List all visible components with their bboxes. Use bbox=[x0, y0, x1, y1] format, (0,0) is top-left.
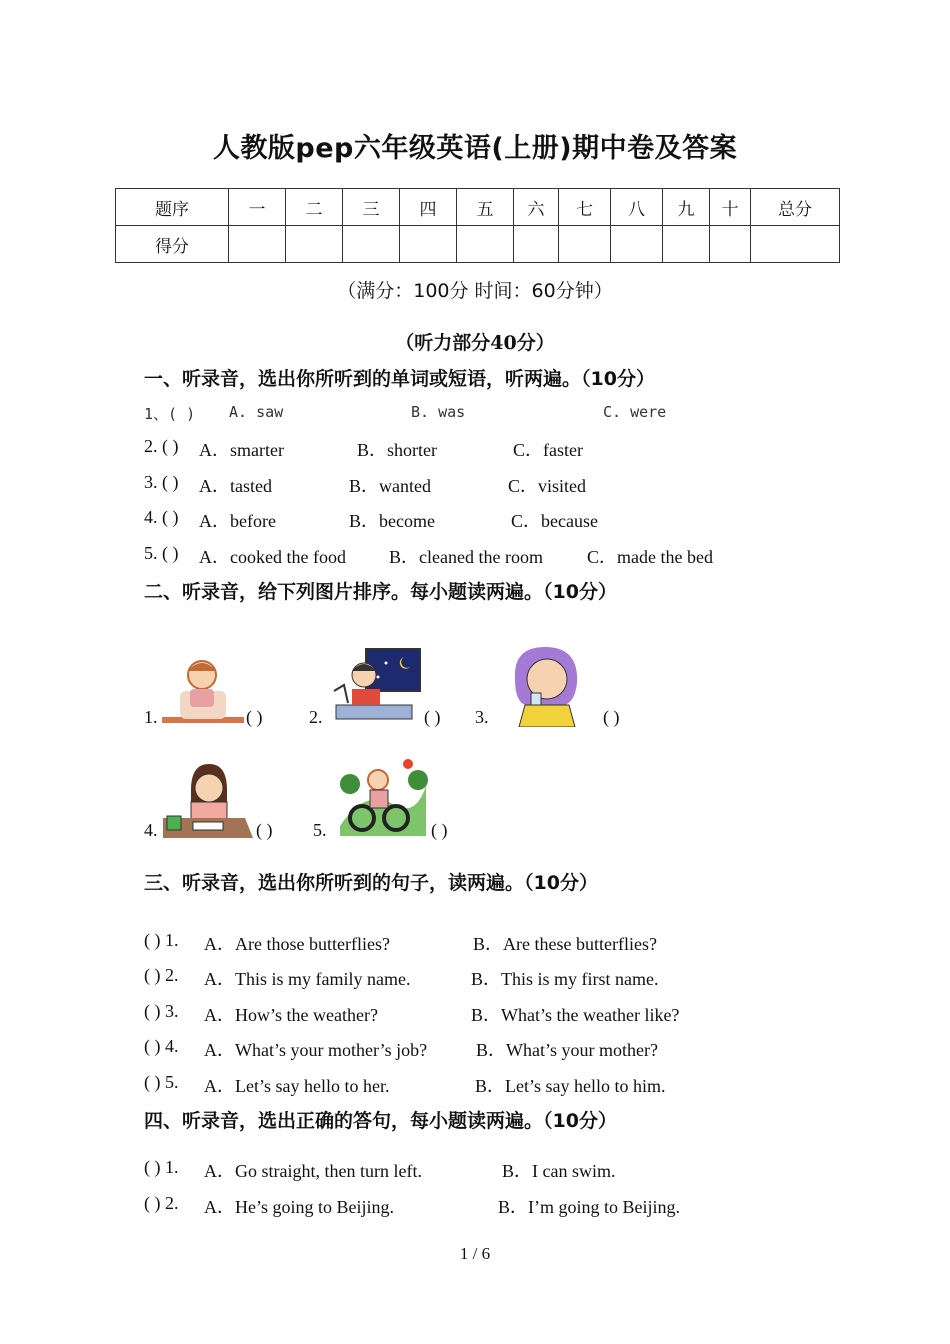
picture-girl-drinking bbox=[505, 643, 585, 727]
s1-q4-num: 4. ( ) bbox=[144, 507, 179, 527]
girl-body bbox=[370, 790, 388, 808]
paper bbox=[193, 822, 223, 830]
s1-q5-num: 5. ( ) bbox=[144, 543, 179, 563]
score-cell: 九 bbox=[663, 189, 710, 226]
score-input-cell[interactable] bbox=[400, 226, 457, 263]
s1-q2-option-b: B．shorter bbox=[357, 440, 437, 460]
s3-q4-option-a: A．What’s your mother’s job? bbox=[204, 1040, 428, 1060]
desk bbox=[336, 705, 412, 719]
score-table-score-row bbox=[116, 226, 840, 263]
score-input-cell[interactable] bbox=[751, 226, 840, 263]
s3-q4-option-b: B．What’s your mother? bbox=[476, 1040, 658, 1060]
score-cell: 二 bbox=[286, 189, 343, 226]
s4-q2-num: ( ) 2. bbox=[144, 1193, 179, 1213]
s1-q3-option-b: B．wanted bbox=[349, 476, 431, 496]
s2-blank-4[interactable]: ( ) bbox=[256, 820, 273, 840]
score-input-cell[interactable] bbox=[514, 226, 559, 263]
s2-blank-3[interactable]: ( ) bbox=[603, 707, 620, 727]
s1-q4-option-c: C．because bbox=[511, 511, 598, 531]
s2-blank-5[interactable]: ( ) bbox=[431, 820, 448, 840]
s3-q1-num: ( ) 1. bbox=[144, 930, 179, 950]
green-book bbox=[167, 816, 181, 830]
s2-blank-1[interactable]: ( ) bbox=[246, 707, 263, 727]
score-cell: 三 bbox=[343, 189, 400, 226]
girl-head bbox=[368, 770, 388, 790]
desk-lamp bbox=[334, 685, 348, 703]
picture-girl-riding-bike bbox=[336, 756, 430, 836]
section2-heading: 二、听录音，给下列图片排序。每小题读两遍。（10分） bbox=[144, 581, 617, 603]
score-cell: 总分 bbox=[751, 189, 840, 226]
s4-q2-option-a: A．He’s going to Beijing. bbox=[204, 1197, 394, 1217]
s1-q4-option-a: A．before bbox=[199, 511, 276, 531]
section1-heading: 一、听录音，选出你所听到的单词或短语，听两遍。（10分） bbox=[144, 368, 655, 390]
s3-q3-num: ( ) 3. bbox=[144, 1001, 179, 1021]
girl-shirt bbox=[519, 705, 575, 727]
s1-q1-option-a: A. saw bbox=[229, 403, 284, 421]
section3-heading: 三、听录音，选出你所听到的句子，读两遍。（10分） bbox=[144, 872, 598, 894]
s1-q1-option-b: B. was bbox=[411, 403, 466, 421]
score-table-header-row bbox=[116, 189, 840, 226]
score-cell: 七 bbox=[559, 189, 611, 226]
s3-q2-num: ( ) 2. bbox=[144, 965, 179, 985]
s4-q1-num: ( ) 1. bbox=[144, 1157, 179, 1177]
s3-q3-option-a: A．How’s the weather? bbox=[204, 1005, 378, 1025]
girl-body bbox=[190, 689, 214, 707]
score-cell: 题序 bbox=[116, 189, 229, 226]
score-cell: 一 bbox=[229, 189, 286, 226]
s1-q3-num: 3. ( ) bbox=[144, 472, 179, 492]
page-title: 人教版pep六年级英语(上册)期中卷及答案 bbox=[212, 133, 738, 164]
s2-label-4: 4. bbox=[144, 820, 158, 840]
book bbox=[352, 689, 380, 705]
score-input-cell[interactable] bbox=[611, 226, 663, 263]
s4-q1-option-b: B．I can swim. bbox=[502, 1161, 616, 1181]
score-cell: 六 bbox=[514, 189, 559, 226]
s3-q3-option-b: B．What’s the weather like? bbox=[471, 1005, 680, 1025]
s1-q3-option-c: C．visited bbox=[508, 476, 587, 496]
score-table bbox=[115, 188, 840, 263]
page-number: 1 / 6 bbox=[459, 1244, 491, 1263]
s2-label-5: 5. bbox=[313, 820, 327, 840]
s3-q1-option-b: B．Are these butterflies? bbox=[473, 934, 657, 954]
score-cell: 得分 bbox=[116, 226, 229, 263]
s4-q1-option-a: A．Go straight, then turn left. bbox=[204, 1161, 422, 1181]
woman-face bbox=[195, 774, 223, 802]
score-cell: 十 bbox=[710, 189, 751, 226]
score-cell: 四 bbox=[400, 189, 457, 226]
s2-label-2: 2. bbox=[309, 707, 323, 727]
s1-q2-option-c: C．faster bbox=[513, 440, 583, 460]
score-input-cell[interactable] bbox=[663, 226, 710, 263]
s3-q1-option-a: A．Are those butterflies? bbox=[204, 934, 390, 954]
score-input-cell[interactable] bbox=[710, 226, 751, 263]
star-icon bbox=[385, 662, 388, 665]
s1-q2-option-a: A．smarter bbox=[199, 440, 284, 460]
s1-q5-option-b: B．cleaned the room bbox=[389, 547, 543, 567]
s1-q1-option-c: C. were bbox=[603, 403, 667, 421]
score-input-cell[interactable] bbox=[343, 226, 400, 263]
s1-q5-option-a: A．cooked the food bbox=[199, 547, 346, 567]
tree-right bbox=[408, 770, 428, 790]
score-input-cell[interactable] bbox=[286, 226, 343, 263]
s1-q2-num: 2. ( ) bbox=[144, 436, 179, 456]
listening-part-title: （听力部分40分） bbox=[395, 332, 555, 354]
s3-q5-num: ( ) 5. bbox=[144, 1072, 179, 1092]
s1-q3-option-a: A．tasted bbox=[199, 476, 272, 496]
score-cell: 八 bbox=[611, 189, 663, 226]
s3-q4-num: ( ) 4. bbox=[144, 1036, 179, 1056]
score-cell: 五 bbox=[457, 189, 514, 226]
s2-blank-2[interactable]: ( ) bbox=[424, 707, 441, 727]
s3-q2-option-a: A．This is my family name. bbox=[204, 969, 411, 989]
s1-q5-option-c: C．made the bed bbox=[587, 547, 713, 567]
s3-q5-option-a: A．Let’s say hello to her. bbox=[204, 1076, 390, 1096]
sun-icon bbox=[403, 759, 413, 769]
score-input-cell[interactable] bbox=[559, 226, 611, 263]
score-input-cell[interactable] bbox=[229, 226, 286, 263]
star-icon bbox=[377, 676, 380, 679]
section4-heading: 四、听录音，选出正确的答句，每小题读两遍。（10分） bbox=[144, 1110, 617, 1132]
s4-q2-option-b: B．I’m going to Beijing. bbox=[498, 1197, 680, 1217]
s1-q4-option-b: B．become bbox=[349, 511, 435, 531]
tree-left bbox=[340, 774, 360, 794]
exam-subtitle: （满分：100分 时间：60分钟） bbox=[337, 280, 613, 302]
s2-label-1: 1. bbox=[144, 707, 158, 727]
picture-woman-writing bbox=[161, 762, 255, 840]
s2-label-3: 3. bbox=[475, 707, 489, 727]
picture-girl-making-bed bbox=[160, 655, 246, 725]
s3-q2-option-b: B．This is my first name. bbox=[471, 969, 659, 989]
s1-q1-num: 1、( ) bbox=[144, 405, 196, 423]
s3-q5-option-b: B．Let’s say hello to him. bbox=[475, 1076, 666, 1096]
picture-boy-reading-at-night bbox=[326, 647, 422, 727]
score-input-cell[interactable] bbox=[457, 226, 514, 263]
